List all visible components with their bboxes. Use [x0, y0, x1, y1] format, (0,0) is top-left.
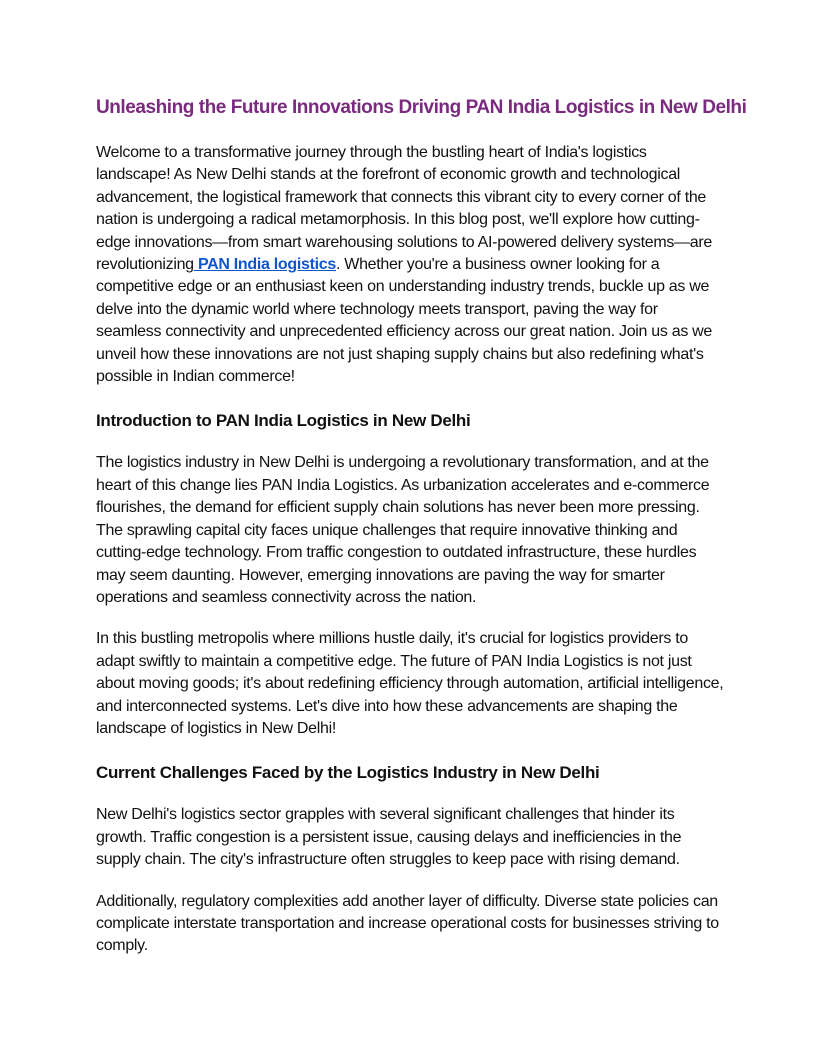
intro-paragraph	[96, 142, 724, 388]
section-heading-challenges: Current Challenges Faced by the Logistics Industry in New Delhi	[96, 763, 600, 783]
paragraph: Additionally, regulatory complexities add another layer of difficulty. Diverse state policies can complicate interstate transportation and increase operational costs for businesses striving to comply.	[96, 892, 719, 955]
intro-text-before-link: Welcome to a transformative journey through the bustling heart of India's logistics landscape! As New Delhi stands at the forefront of economic growth and technological advancement, the logistical framework that connects this vibrant city to every corner of the nation is undergoing a radical metamorphosis. In this blog post, we'll explore how cutting-edge innovations—from smart warehousing solutions to AI-powered delivery systems—are revolutionizing	[96, 144, 712, 274]
paragraph: In this bustling metropolis where millions hustle daily, it's crucial for logistics providers to adapt swiftly to maintain a competitive edge. The future of PAN India Logistics is not just about moving goods; it's about redefining efficiency through automation, artificial intelligence, and interconnected systems. Let's dive into how these advancements are shaping the landscape of logistics in New Delhi!	[96, 630, 724, 737]
document-title: Unleashing the Future Innovations Driving PAN India Logistics in New Delhi	[96, 97, 747, 118]
pan-india-logistics-link[interactable]: PAN India logistics	[193, 256, 336, 274]
document-page	[96, 94, 747, 958]
paragraph: The logistics industry in New Delhi is undergoing a revolutionary transformation, and at the heart of this change lies PAN India Logistics. As urbanization accelerates and e-commerce flourishes, the demand for efficient supply chain solutions has never been more pressing. The sprawling capital city faces unique challenges that require innovative thinking and cutting-edge technology. From traffic congestion to outdated infrastructure, these hurdles may seem daunting. However, emerging innovations are paving the way for smarter operations and seamless connectivity across the nation.	[96, 454, 710, 606]
section-heading-introduction: Introduction to PAN India Logistics in New Delhi	[96, 411, 471, 431]
paragraph: New Delhi's logistics sector grapples with several significant challenges that hinder its growth. Traffic congestion is a persistent issue, causing delays and inefficiencies in the supply chain. The city's infrastructure often struggles to keep pace with rising demand.	[96, 806, 682, 869]
intro-text-after-link: . Whether you're a business owner looking for a competitive edge or an enthusiast keen on understanding industry trends, buckle up as we delve into the dynamic world where technology meets transport, paving the way for seamless connectivity and unprecedented efficiency across our great nation. Join us as we unveil how these innovations are not just shaping supply chains but also redefining what's possible in Indian commerce!	[96, 256, 713, 386]
